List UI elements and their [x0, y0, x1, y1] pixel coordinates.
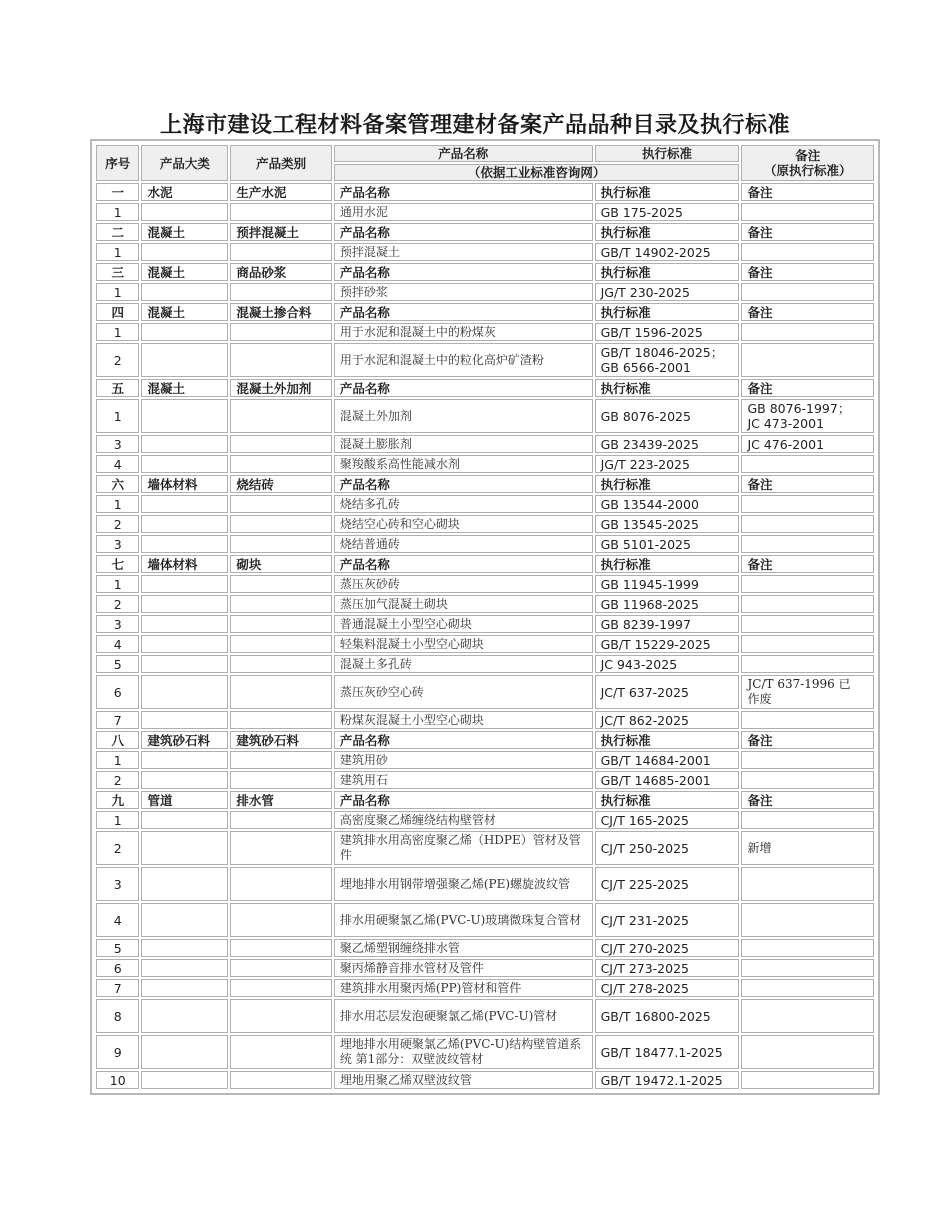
item-standard: GB/T 1596-2025 [595, 323, 740, 341]
page-title: 上海市建设工程材料备案管理建材备案产品品种目录及执行标准 [159, 113, 790, 138]
section-note-label: 备注 [741, 263, 874, 281]
item-type-empty [230, 283, 331, 301]
header-category: 产品大类 [141, 145, 228, 181]
item-note [741, 243, 874, 261]
item-category-empty [141, 615, 228, 633]
item-seq: 7 [96, 979, 139, 997]
section-seq: 四 [96, 303, 139, 321]
item-note [741, 867, 874, 901]
section-row [96, 379, 874, 397]
item-note: JC 476-2001 [741, 435, 874, 453]
item-standard: CJ/T 270-2025 [595, 939, 740, 957]
section-standard-label: 执行标准 [595, 731, 740, 749]
item-note [741, 615, 874, 633]
section-standard-label: 执行标准 [595, 379, 740, 397]
item-seq: 7 [96, 711, 139, 729]
section-seq: 三 [96, 263, 139, 281]
item-category-empty [141, 655, 228, 673]
item-type-empty [230, 655, 331, 673]
section-standard-label: 执行标准 [595, 183, 740, 201]
item-name: 烧结普通砖 [334, 535, 593, 553]
item-type-empty [230, 1035, 331, 1069]
section-note-label: 备注 [741, 379, 874, 397]
section-note-label: 备注 [741, 731, 874, 749]
table-row [96, 655, 874, 673]
section-name-label: 产品名称 [334, 263, 593, 281]
item-note [741, 903, 874, 937]
item-note: JC/T 637-1996 已 作废 [741, 675, 874, 709]
section-name-label: 产品名称 [334, 379, 593, 397]
item-name: 建筑排水用聚丙烯(PP)管材和管件 [334, 979, 593, 997]
item-standard: GB/T 14684-2001 [595, 751, 740, 769]
item-seq: 1 [96, 243, 139, 261]
table-row [96, 771, 874, 789]
item-note [741, 959, 874, 977]
item-type-empty [230, 675, 331, 709]
table-row [96, 959, 874, 977]
item-seq: 1 [96, 751, 139, 769]
header-note [741, 145, 874, 181]
item-type-empty [230, 615, 331, 633]
item-category-empty [141, 867, 228, 901]
section-type: 商品砂浆 [230, 263, 331, 281]
item-category-empty [141, 903, 228, 937]
item-name: 建筑用砂 [334, 751, 593, 769]
section-type: 混凝土掺合料 [230, 303, 331, 321]
section-note-label: 备注 [741, 183, 874, 201]
item-seq: 10 [96, 1071, 139, 1089]
item-name: 高密度聚乙烯缠绕结构壁管材 [334, 811, 593, 829]
item-category-empty [141, 1035, 228, 1069]
item-type-empty [230, 635, 331, 653]
table-row [96, 939, 874, 957]
item-seq: 1 [96, 575, 139, 593]
section-category: 水泥 [141, 183, 228, 201]
item-name: 埋地排水用钢带增强聚乙烯(PE)螺旋波纹管 [334, 867, 593, 901]
item-standard: JC 943-2025 [595, 655, 740, 673]
item-note [741, 751, 874, 769]
item-name: 烧结多孔砖 [334, 495, 593, 513]
item-name: 混凝土多孔砖 [334, 655, 593, 673]
section-category: 墙体材料 [141, 555, 228, 573]
section-row [96, 183, 874, 201]
item-category-empty [141, 999, 228, 1033]
item-type-empty [230, 535, 331, 553]
table-row [96, 1035, 874, 1069]
item-note [741, 203, 874, 221]
item-type-empty [230, 595, 331, 613]
item-note [741, 811, 874, 829]
item-category-empty [141, 203, 228, 221]
item-note [741, 455, 874, 473]
item-seq: 4 [96, 635, 139, 653]
table-row [96, 831, 874, 865]
item-type-empty [230, 343, 331, 377]
section-note-label: 备注 [741, 223, 874, 241]
table-row [96, 323, 874, 341]
item-name: 建筑用石 [334, 771, 593, 789]
table-row [96, 635, 874, 653]
table-row [96, 535, 874, 553]
section-row [96, 263, 874, 281]
table-row [96, 595, 874, 613]
item-type-empty [230, 771, 331, 789]
item-note [741, 711, 874, 729]
item-name: 聚丙烯静音排水管材及管件 [334, 959, 593, 977]
item-note [741, 323, 874, 341]
item-note [741, 1071, 874, 1089]
item-category-empty [141, 811, 228, 829]
item-note [741, 655, 874, 673]
item-seq: 1 [96, 399, 139, 433]
item-seq: 3 [96, 535, 139, 553]
table-row [96, 575, 874, 593]
table-row [96, 1071, 874, 1089]
table-row [96, 811, 874, 829]
header-note-sub: （原执行标准） [763, 163, 852, 178]
header-name-sub: （依据工业标准咨询网） [334, 164, 740, 181]
item-category-empty [141, 283, 228, 301]
item-standard: GB 13544-2000 [595, 495, 740, 513]
item-category-empty [141, 495, 228, 513]
item-name: 预拌砂浆 [334, 283, 593, 301]
item-name: 建筑排水用高密度聚乙烯（HDPE）管材及管件 [334, 831, 593, 865]
item-type-empty [230, 979, 331, 997]
section-category: 管道 [141, 791, 228, 809]
section-row [96, 475, 874, 493]
section-seq: 二 [96, 223, 139, 241]
item-note [741, 283, 874, 301]
table-row [96, 203, 874, 221]
item-category-empty [141, 575, 228, 593]
item-standard: JG/T 230-2025 [595, 283, 740, 301]
item-seq: 6 [96, 959, 139, 977]
item-name: 埋地用聚乙烯双壁波纹管 [334, 1071, 593, 1089]
item-standard: CJ/T 165-2025 [595, 811, 740, 829]
section-note-label: 备注 [741, 791, 874, 809]
section-name-label: 产品名称 [334, 555, 593, 573]
table-row [96, 515, 874, 533]
item-seq: 2 [96, 771, 139, 789]
item-standard: GB/T 18477.1-2025 [595, 1035, 740, 1069]
item-type-empty [230, 495, 331, 513]
item-seq: 2 [96, 831, 139, 865]
item-seq: 4 [96, 455, 139, 473]
item-standard: GB 11945-1999 [595, 575, 740, 593]
section-note-label: 备注 [741, 555, 874, 573]
item-name: 蒸压灰砂空心砖 [334, 675, 593, 709]
item-category-empty [141, 1071, 228, 1089]
section-category: 混凝土 [141, 263, 228, 281]
table-row [96, 283, 874, 301]
item-seq: 2 [96, 595, 139, 613]
item-name: 蒸压加气混凝土砌块 [334, 595, 593, 613]
item-note: 新增 [741, 831, 874, 865]
section-standard-label: 执行标准 [595, 263, 740, 281]
item-note [741, 999, 874, 1033]
item-standard: CJ/T 231-2025 [595, 903, 740, 937]
item-category-empty [141, 515, 228, 533]
item-standard: CJ/T 278-2025 [595, 979, 740, 997]
item-standard: GB 175-2025 [595, 203, 740, 221]
product-table [90, 139, 880, 1095]
section-row [96, 791, 874, 809]
item-type-empty [230, 811, 331, 829]
item-seq: 1 [96, 495, 139, 513]
item-standard: GB/T 19472.1-2025 [595, 1071, 740, 1089]
section-seq: 七 [96, 555, 139, 573]
section-name-label: 产品名称 [334, 223, 593, 241]
item-seq: 1 [96, 323, 139, 341]
header-note-label: 备注 [795, 148, 821, 163]
item-type-empty [230, 867, 331, 901]
item-note [741, 635, 874, 653]
item-category-empty [141, 455, 228, 473]
item-type-empty [230, 751, 331, 769]
item-category-empty [141, 771, 228, 789]
item-seq: 4 [96, 903, 139, 937]
item-name: 用于水泥和混凝土中的粉煤灰 [334, 323, 593, 341]
item-note [741, 343, 874, 377]
table-row [96, 979, 874, 997]
item-type-empty [230, 939, 331, 957]
item-name: 埋地排水用硬聚氯乙烯(PVC-U)结构壁管道系统 第1部分：双壁波纹管材 [334, 1035, 593, 1069]
item-note [741, 575, 874, 593]
section-type: 砌块 [230, 555, 331, 573]
item-type-empty [230, 243, 331, 261]
item-name: 混凝土膨胀剂 [334, 435, 593, 453]
section-seq: 九 [96, 791, 139, 809]
item-name: 排水用硬聚氯乙烯(PVC-U)玻璃微珠复合管材 [334, 903, 593, 937]
section-name-label: 产品名称 [334, 731, 593, 749]
section-category: 墙体材料 [141, 475, 228, 493]
item-standard: GB 13545-2025 [595, 515, 740, 533]
section-type: 混凝土外加剂 [230, 379, 331, 397]
item-note [741, 515, 874, 533]
section-seq: 一 [96, 183, 139, 201]
item-standard: GB 23439-2025 [595, 435, 740, 453]
item-seq: 3 [96, 615, 139, 633]
item-seq: 5 [96, 655, 139, 673]
item-seq: 2 [96, 343, 139, 377]
item-category-empty [141, 343, 228, 377]
item-note [741, 1035, 874, 1069]
item-note [741, 979, 874, 997]
section-type: 生产水泥 [230, 183, 331, 201]
item-standard: GB 8076-2025 [595, 399, 740, 433]
header-standard: 执行标准 [595, 145, 740, 162]
item-standard: CJ/T 225-2025 [595, 867, 740, 901]
section-name-label: 产品名称 [334, 303, 593, 321]
item-note [741, 771, 874, 789]
section-category: 混凝土 [141, 223, 228, 241]
section-row [96, 555, 874, 573]
section-type: 预拌混凝土 [230, 223, 331, 241]
item-name: 轻集料混凝土小型空心砌块 [334, 635, 593, 653]
item-seq: 6 [96, 675, 139, 709]
item-name: 聚乙烯塑钢缠绕排水管 [334, 939, 593, 957]
item-seq: 1 [96, 283, 139, 301]
item-category-empty [141, 959, 228, 977]
item-type-empty [230, 831, 331, 865]
table-row [96, 343, 874, 377]
section-standard-label: 执行标准 [595, 791, 740, 809]
item-note: GB 8076-1997； JC 473-2001 [741, 399, 874, 433]
header-name: 产品名称 [334, 145, 593, 162]
item-standard: GB 5101-2025 [595, 535, 740, 553]
section-row [96, 731, 874, 749]
table-row [96, 435, 874, 453]
section-name-label: 产品名称 [334, 791, 593, 809]
item-standard: JC/T 637-2025 [595, 675, 740, 709]
item-category-empty [141, 711, 228, 729]
item-name: 预拌混凝土 [334, 243, 593, 261]
table-row [96, 615, 874, 633]
item-standard: GB 11968-2025 [595, 595, 740, 613]
item-category-empty [141, 939, 228, 957]
table-row [96, 455, 874, 473]
section-standard-label: 执行标准 [595, 303, 740, 321]
item-note [741, 939, 874, 957]
item-category-empty [141, 635, 228, 653]
section-name-label: 产品名称 [334, 475, 593, 493]
item-standard: GB/T 16800-2025 [595, 999, 740, 1033]
item-type-empty [230, 959, 331, 977]
item-seq: 3 [96, 435, 139, 453]
table-row [96, 243, 874, 261]
item-standard: GB/T 14685-2001 [595, 771, 740, 789]
item-seq: 5 [96, 939, 139, 957]
item-note [741, 595, 874, 613]
item-seq: 8 [96, 999, 139, 1033]
table-row [96, 675, 874, 709]
item-type-empty [230, 203, 331, 221]
table-header-row [96, 145, 874, 162]
item-category-empty [141, 831, 228, 865]
item-standard: GB 8239-1997 [595, 615, 740, 633]
item-type-empty [230, 903, 331, 937]
section-standard-label: 执行标准 [595, 555, 740, 573]
item-name: 聚羧酸系高性能减水剂 [334, 455, 593, 473]
section-category: 混凝土 [141, 303, 228, 321]
item-standard: GB/T 15229-2025 [595, 635, 740, 653]
section-category: 建筑砂石料 [141, 731, 228, 749]
section-row [96, 303, 874, 321]
item-category-empty [141, 751, 228, 769]
item-note [741, 495, 874, 513]
section-type: 建筑砂石料 [230, 731, 331, 749]
table-row [96, 751, 874, 769]
item-name: 用于水泥和混凝土中的粒化高炉矿渣粉 [334, 343, 593, 377]
item-standard: GB/T 18046-2025； GB 6566-2001 [595, 343, 740, 377]
item-category-empty [141, 323, 228, 341]
header-seq: 序号 [96, 145, 139, 181]
section-type: 排水管 [230, 791, 331, 809]
section-row [96, 223, 874, 241]
table-row [96, 711, 874, 729]
item-category-empty [141, 979, 228, 997]
item-name: 粉煤灰混凝土小型空心砌块 [334, 711, 593, 729]
item-type-empty [230, 323, 331, 341]
item-category-empty [141, 399, 228, 433]
item-standard: CJ/T 273-2025 [595, 959, 740, 977]
item-name: 通用水泥 [334, 203, 593, 221]
item-standard: JC/T 862-2025 [595, 711, 740, 729]
item-name: 排水用芯层发泡硬聚氯乙烯(PVC-U)管材 [334, 999, 593, 1033]
item-seq: 3 [96, 867, 139, 901]
item-type-empty [230, 999, 331, 1033]
item-standard: JG/T 223-2025 [595, 455, 740, 473]
item-seq: 1 [96, 203, 139, 221]
table-row [96, 867, 874, 901]
table-row [96, 495, 874, 513]
section-standard-label: 执行标准 [595, 223, 740, 241]
item-name: 普通混凝土小型空心砌块 [334, 615, 593, 633]
item-type-empty [230, 435, 331, 453]
section-standard-label: 执行标准 [595, 475, 740, 493]
item-type-empty [230, 711, 331, 729]
table-row [96, 999, 874, 1033]
item-type-empty [230, 575, 331, 593]
item-category-empty [141, 675, 228, 709]
item-name: 混凝土外加剂 [334, 399, 593, 433]
item-category-empty [141, 595, 228, 613]
item-standard: GB/T 14902-2025 [595, 243, 740, 261]
item-type-empty [230, 399, 331, 433]
item-category-empty [141, 535, 228, 553]
item-type-empty [230, 515, 331, 533]
item-name: 烧结空心砖和空心砌块 [334, 515, 593, 533]
section-seq: 五 [96, 379, 139, 397]
section-seq: 八 [96, 731, 139, 749]
item-type-empty [230, 1071, 331, 1089]
item-seq: 2 [96, 515, 139, 533]
section-note-label: 备注 [741, 475, 874, 493]
item-seq: 9 [96, 1035, 139, 1069]
section-category: 混凝土 [141, 379, 228, 397]
table-row [96, 903, 874, 937]
item-seq: 1 [96, 811, 139, 829]
section-type: 烧结砖 [230, 475, 331, 493]
section-name-label: 产品名称 [334, 183, 593, 201]
item-type-empty [230, 455, 331, 473]
header-type: 产品类别 [230, 145, 331, 181]
table-row [96, 399, 874, 433]
section-seq: 六 [96, 475, 139, 493]
item-standard: CJ/T 250-2025 [595, 831, 740, 865]
section-note-label: 备注 [741, 303, 874, 321]
item-category-empty [141, 435, 228, 453]
item-category-empty [141, 243, 228, 261]
item-name: 蒸压灰砂砖 [334, 575, 593, 593]
item-note [741, 535, 874, 553]
